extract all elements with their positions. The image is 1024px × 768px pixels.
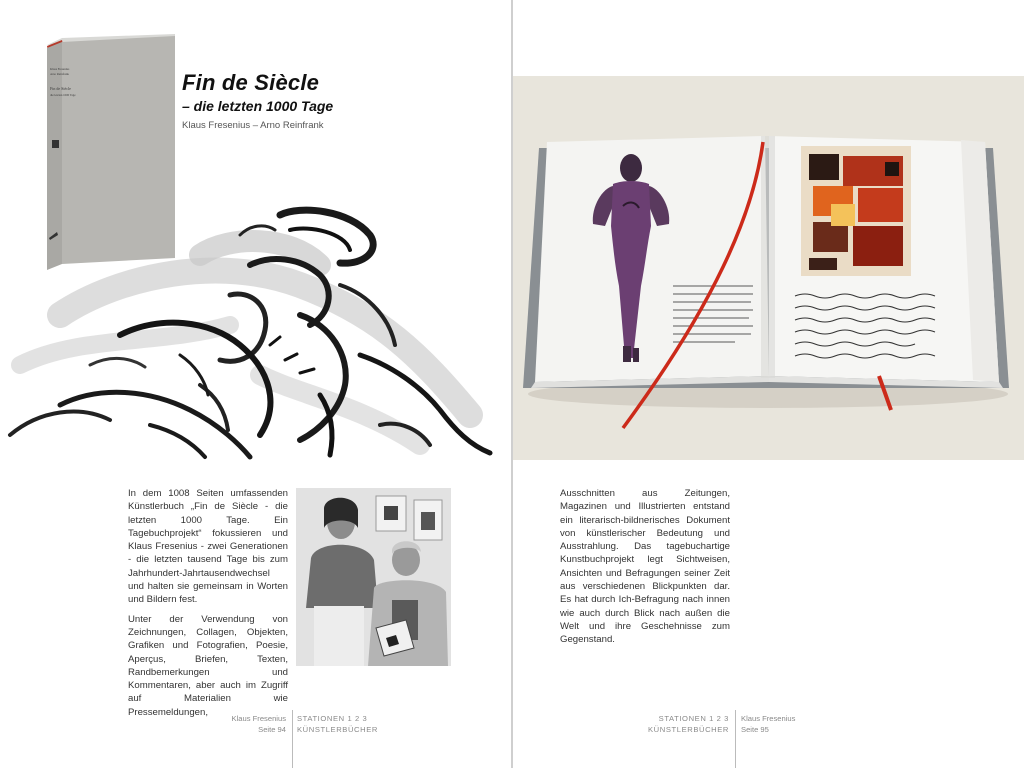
left-paragraph-2: Unter der Verwendung von Zeichnungen, Collagen, Objekten, Grafiken und Fotografien, Poesie, Aperçus, Briefen, Texten, Randbemerkungen und Kommentaren, aber auch im Zugriff auf Materialien wie Pressemeldungen, bbox=[128, 613, 288, 718]
spine-line-3: Fin de Siècle bbox=[50, 86, 71, 91]
right-footer-category: KÜNSTLERBÜCHER bbox=[648, 725, 729, 734]
right-footer-page: Seite 95 bbox=[741, 725, 769, 734]
left-footer-series: STATIONEN 1 2 3 bbox=[297, 714, 368, 723]
right-footer-divider bbox=[735, 710, 736, 768]
left-footer-series-block bbox=[297, 713, 407, 735]
left-page bbox=[0, 0, 511, 768]
spine-line-2: Arno Reinfrank bbox=[50, 72, 69, 76]
right-page bbox=[513, 0, 1024, 768]
right-footer-series: STATIONEN 1 2 3 bbox=[658, 714, 729, 723]
right-paragraph: Ausschnitten aus Zeitungen, Magazinen und Illustrierten entstand ein literarisch-bildnerisches Dokument von künstlerischer Bedeutung und Ausstrahlung. Das tagebuchartige Kunstbuchprojekt legt Sichtweisen, Ansichten und Befragungen seiner Zeit aus verschiedenen Blickpunkten dar. Es hat durch Ich-Befragung nach innen wie auch durch Blick nach außen die Welt und ihre Geschehnisse zum Gegenstand. bbox=[560, 488, 730, 646]
right-text-column bbox=[560, 487, 730, 653]
right-footer-series-block bbox=[629, 713, 729, 735]
authors-photo bbox=[296, 488, 451, 666]
left-footer-page: Seite 94 bbox=[258, 725, 286, 734]
red-abstract-painting bbox=[801, 146, 911, 276]
ink-brush-drawing bbox=[0, 195, 511, 463]
spine-line-1: Klaus Fresenius bbox=[50, 67, 70, 71]
title-block bbox=[182, 70, 333, 131]
book-title: Fin de Siècle bbox=[182, 70, 320, 95]
left-paragraph-1: In dem 1008 Seiten umfassenden Künstlerbuch „Fin de Siècle - die letzten 1000 Tage. Ein Tagebuchprojekt“ fokussieren und Klaus Fresenius - zwei Generationen - die letzten tausend Tage bis zum Jahrhundert-Jahrtausendwechsel und halten sie gemeinsam in Worten und Bildern fest. bbox=[128, 488, 288, 606]
book-subtitle: – die letzten 1000 Tage bbox=[182, 98, 334, 114]
right-footer-author-block bbox=[741, 713, 831, 735]
book-authors: Klaus Fresenius – Arno Reinfrank bbox=[182, 120, 324, 131]
left-footer-author-block bbox=[210, 713, 286, 735]
spine-line-4: die letzten 1000 Tage bbox=[50, 93, 76, 97]
left-footer-author: Klaus Fresenius bbox=[231, 714, 286, 723]
left-footer-category: KÜNSTLERBÜCHER bbox=[297, 725, 378, 734]
left-text-column bbox=[128, 487, 288, 725]
left-footer-divider bbox=[292, 710, 293, 768]
right-footer-author: Klaus Fresenius bbox=[741, 714, 796, 723]
open-book-photo bbox=[513, 76, 1024, 460]
